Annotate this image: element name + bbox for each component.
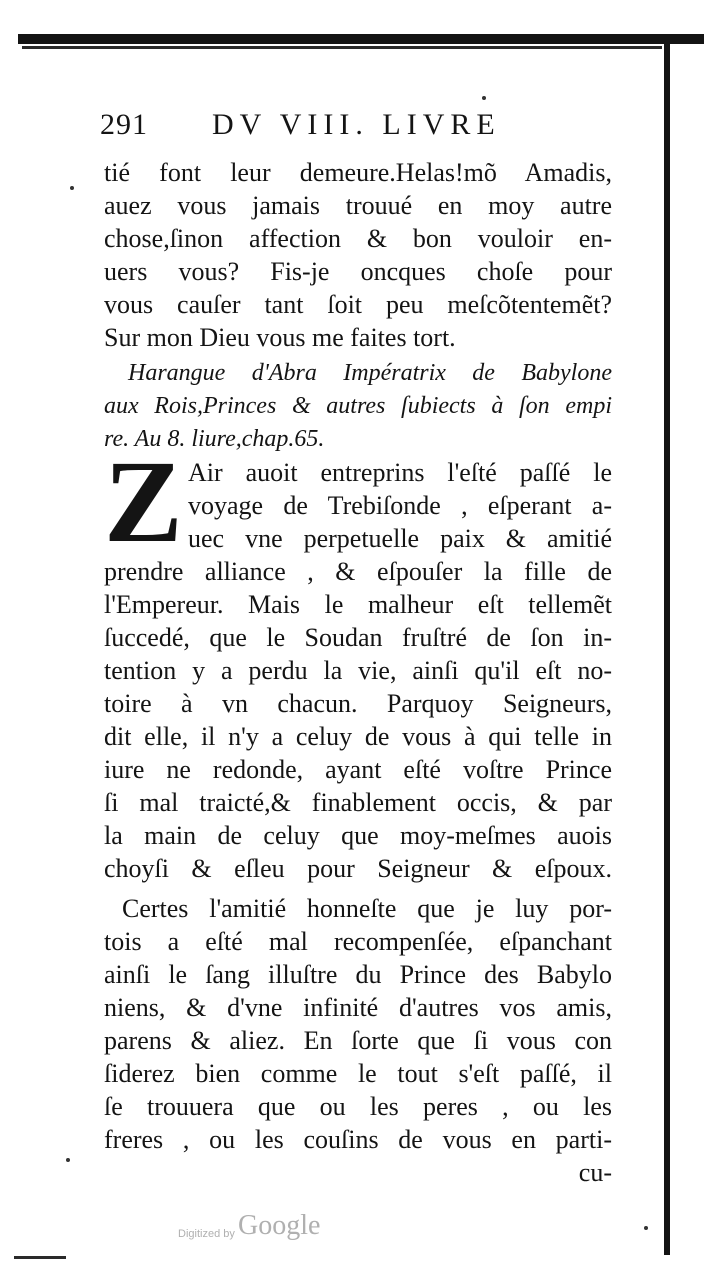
text-line: uers vous? Fis-je oncques choſe pour xyxy=(104,257,612,286)
text-line: l'Empereur. Mais le malheur eſt tellemẽt xyxy=(104,590,612,619)
text-line: tié font leur demeure.Helas!mõ Amadis, xyxy=(104,158,612,187)
text-line: niens, & d'vne infinité d'autres vos amis, xyxy=(104,993,612,1022)
text-line: uec vne perpetuelle paix & amitié xyxy=(188,524,612,553)
text-line: ſuccedé, que le Soudan fruſtré de ſon in- xyxy=(104,623,612,652)
heading-line: Harangue d'Abra Impératrix de Babylone xyxy=(128,360,612,386)
top-border-rule xyxy=(18,34,704,44)
text-line: ſe trouuera que ou les peres , ou les xyxy=(104,1092,612,1121)
text-line: tention y a perdu la vie, ainſi qu'il eſt no- xyxy=(104,656,612,685)
drop-cap-initial: Z xyxy=(104,436,183,567)
heading-line: aux Rois,Princes & autres ſubiects à ſon empi xyxy=(104,393,612,419)
text-line: ainſi le ſang illuſtre du Prince des Babylo xyxy=(104,960,612,989)
page-header xyxy=(100,108,610,148)
text-line: la main de celuy que moy-meſmes auois xyxy=(104,821,612,850)
ink-speck xyxy=(66,1158,70,1162)
ink-speck xyxy=(644,1226,648,1230)
text-line: vous cauſer tant ſoit peu meſcõtentemẽt? xyxy=(104,290,612,319)
watermark-prefix: Digitized by xyxy=(178,1228,235,1240)
bottom-edge-mark xyxy=(14,1256,66,1259)
ink-speck xyxy=(70,186,74,190)
text-line: voyage de Trebiſonde , eſperant a- xyxy=(188,491,612,520)
text-line: ſiderez bien comme le tout s'eſt paſſé, il xyxy=(104,1059,612,1088)
text-line: chose,ſinon affection & bon vouloir en- xyxy=(104,224,612,253)
text-line: freres , ou les couſins de vous en parti- xyxy=(104,1125,612,1154)
text-line: parens & aliez. En ſorte que ſi vous con xyxy=(104,1026,612,1055)
text-line: iure ne redonde, ayant eſté voſtre Prince xyxy=(104,755,612,784)
text-line: Sur mon Dieu vous me faites tort. xyxy=(104,323,456,352)
text-line: prendre alliance , & eſpouſer la fille de xyxy=(104,557,612,586)
running-head: DV VIII. LIVRE xyxy=(212,108,501,141)
ink-speck xyxy=(482,96,486,100)
text-line: choyſi & eſleu pour Seigneur & eſpoux. xyxy=(104,854,612,883)
text-line: auez vous jamais trouué en moy autre xyxy=(104,191,612,220)
text-line: tois a eſté mal recompenſée, eſpanchant xyxy=(104,927,612,956)
page-number: 291 xyxy=(100,108,148,141)
heading-line: re. Au 8. liure,chap.65. xyxy=(104,426,325,452)
catchword: cu- xyxy=(578,1158,612,1187)
right-border-rule xyxy=(664,40,670,1255)
top-border-rule-thin xyxy=(22,46,662,49)
text-line: toire à vn chacun. Parquoy Seigneurs, xyxy=(104,689,612,718)
text-line: Certes l'amitié honneſte que je luy por- xyxy=(122,894,612,923)
google-logo: Google xyxy=(238,1210,321,1241)
text-line: ſi mal traicté,& finablement occis, & par xyxy=(104,788,612,817)
text-line: Air auoit entreprins l'eſté paſſé le xyxy=(188,458,612,487)
text-line: dit elle, il n'y a celuy de vous à qui telle in xyxy=(104,722,612,751)
digitization-watermark xyxy=(178,1210,338,1250)
